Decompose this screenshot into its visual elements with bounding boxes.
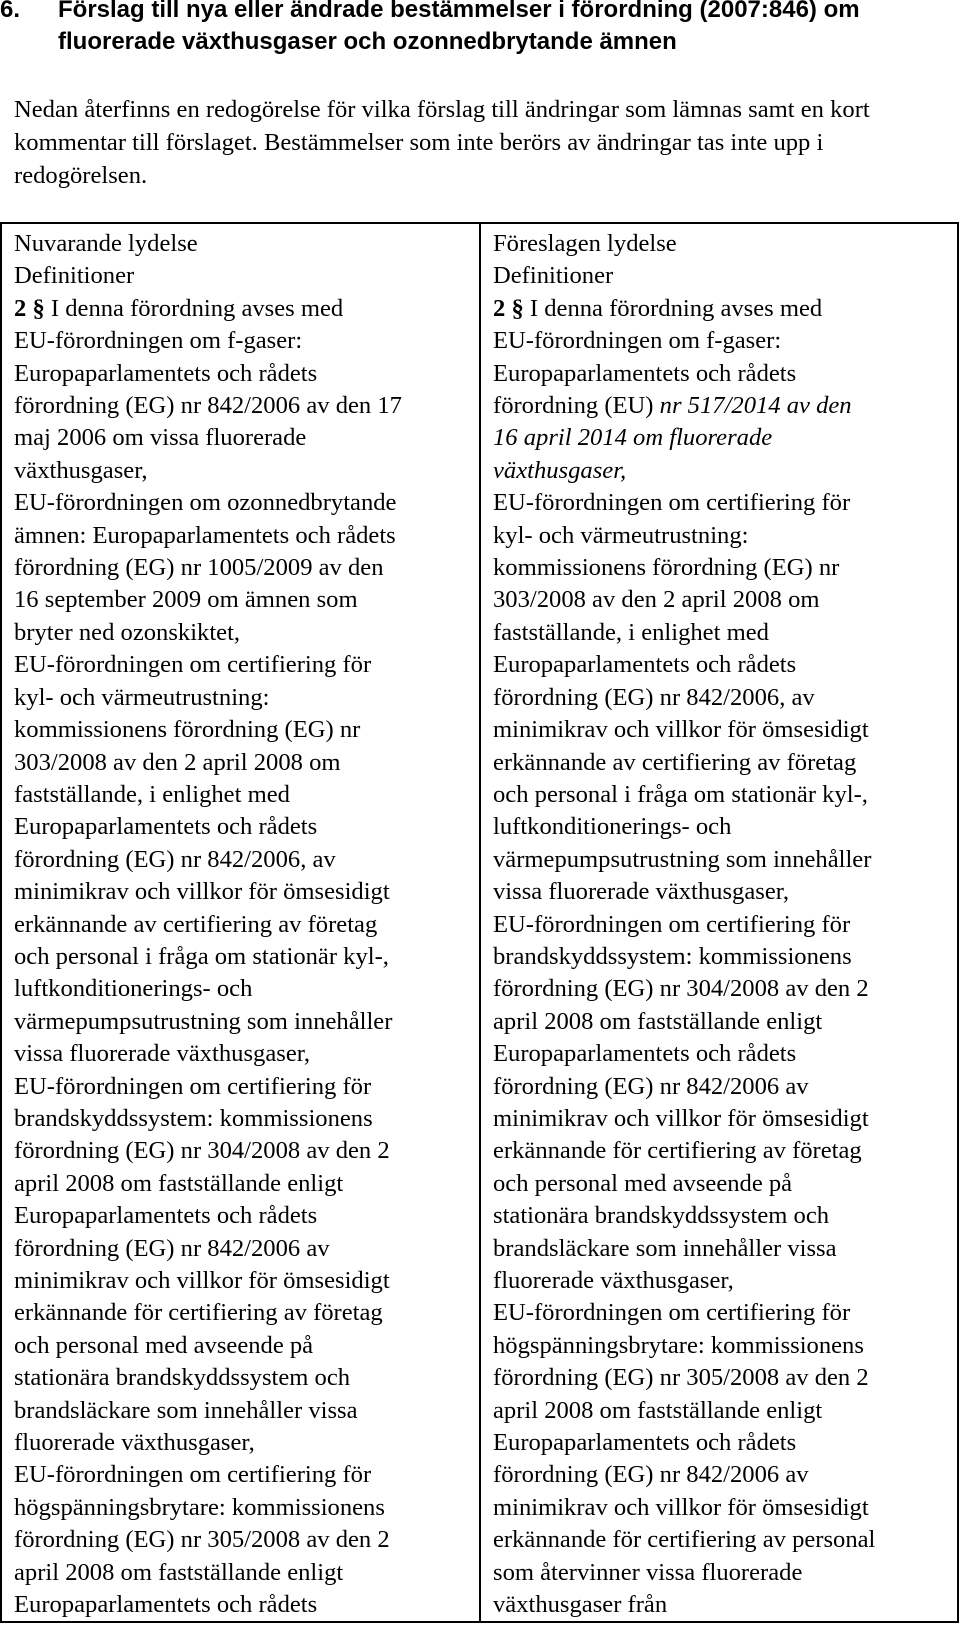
line-text: vissa fluorerade växthusgaser, <box>493 878 790 906</box>
text-line <box>14 909 469 941</box>
line-text: förordning (EG) nr 304/2008 av den 2 <box>14 1137 390 1165</box>
amended-text: nr 517/2014 av den <box>659 392 852 420</box>
line-text: 303/2008 av den 2 april 2008 om <box>493 586 820 614</box>
line-text: Europaparlamentets och rådets <box>14 1591 318 1619</box>
line-text: kommissionens förordning (EG) nr <box>14 716 361 744</box>
line-text: maj 2006 om vissa fluorerade <box>14 424 307 452</box>
line-text: fastställande, i enlighet med <box>493 618 769 646</box>
text-line <box>493 1459 947 1491</box>
line-text: växthusgaser, <box>493 456 627 484</box>
line-text: förordning (EG) nr 842/2006, av <box>493 683 815 711</box>
line-text: minimikrav och villkor för ömsesidigt <box>493 1104 869 1132</box>
intro-paragraph: Nedan återfinns en redogörelse för vilka förslag till ändringar som lämnas samt en kort kommentar till förslaget. Bestämmelser som inte berörs av ändringar tas inte upp i redogörelsen. <box>14 96 870 189</box>
text-line <box>14 1038 469 1070</box>
line-text: växthusgaser från <box>493 1591 668 1619</box>
line-text: förordning (EU) <box>493 392 660 420</box>
text-line <box>14 649 469 681</box>
text-line <box>14 1395 469 1427</box>
current-section-title: Definitioner <box>14 262 135 290</box>
text-line <box>493 1362 947 1394</box>
line-text: fastställande, i enlighet med <box>14 780 290 808</box>
proposed-paragraph <box>493 293 947 1622</box>
text-line <box>14 779 469 811</box>
text-line <box>493 1265 947 1297</box>
line-text: minimikrav och villkor för ömsesidigt <box>14 878 390 906</box>
text-line <box>493 1589 947 1621</box>
current-wording-header: Nuvarande lydelse <box>14 230 198 257</box>
text-line <box>493 844 947 876</box>
text-line <box>14 1589 469 1621</box>
text-line <box>14 973 469 1005</box>
section-title: Förslag till nya eller ändrade bestämmelser i förordning (2007:846) om fluorerade växthusgaser och ozonnedbrytande ämnen <box>58 0 860 55</box>
line-text: och personal med avseende på <box>493 1169 793 1197</box>
line-text: I denna förordning avses med <box>523 294 823 322</box>
text-line <box>14 1362 469 1394</box>
line-text: erkännande för certifiering av företag <box>14 1299 383 1327</box>
text-line <box>493 1200 947 1232</box>
text-line <box>14 617 469 649</box>
line-text: minimikrav och villkor för ömsesidigt <box>493 1493 869 1521</box>
text-line <box>14 811 469 843</box>
text-line <box>493 1006 947 1038</box>
line-text: och personal med avseende på <box>14 1331 314 1359</box>
line-text: 303/2008 av den 2 april 2008 om <box>14 748 341 776</box>
text-line <box>14 1265 469 1297</box>
line-text: värmepumpsutrustning som innehåller <box>493 845 872 873</box>
line-text: kyl- och värmeutrustning: <box>14 683 270 711</box>
line-text: högspänningsbrytare: kommissionens <box>14 1493 385 1521</box>
line-text: minimikrav och villkor för ömsesidigt <box>14 1267 390 1294</box>
text-line <box>493 455 947 487</box>
text-line <box>493 390 947 422</box>
text-line <box>14 1524 469 1556</box>
text-line <box>14 1330 469 1362</box>
line-text: Europaparlamentets och rådets <box>14 813 318 841</box>
text-line <box>493 325 947 357</box>
line-text: EU-förordningen om certifiering för <box>493 910 851 938</box>
line-text: brandsläckare som innehåller vissa <box>14 1396 358 1424</box>
line-text: kyl- och värmeutrustning: <box>493 521 749 549</box>
proposed-wording-cell <box>480 223 958 1622</box>
line-text: och personal i fråga om stationär kyl-, <box>493 780 868 808</box>
line-text: Europaparlamentets och rådets <box>493 359 797 387</box>
line-text: fluorerade växthusgaser, <box>493 1267 734 1294</box>
paragraph-number: 2 § <box>14 294 45 322</box>
line-text: I denna förordning avses med <box>44 294 344 322</box>
text-line <box>14 682 469 714</box>
line-text: Europaparlamentets och rådets <box>493 1429 797 1457</box>
text-line <box>493 909 947 941</box>
line-text: april 2008 om fastställande enligt <box>14 1558 344 1586</box>
line-text: Europaparlamentets och rådets <box>493 1040 797 1068</box>
proposed-wording-header: Föreslagen lydelse <box>493 230 677 257</box>
text-line <box>14 1200 469 1232</box>
line-text: april 2008 om fastställande enligt <box>14 1169 344 1197</box>
line-text: förordning (EG) nr 842/2006 av den 17 <box>14 392 402 420</box>
line-text: förordning (EG) nr 842/2006 av <box>14 1234 330 1262</box>
text-line <box>14 293 469 325</box>
line-text: värmepumpsutrustning som innehåller <box>14 1007 393 1035</box>
text-line <box>493 1524 947 1556</box>
line-text: EU-förordningen om ozonnedbrytande <box>14 489 397 517</box>
line-text: erkännande av certifiering av företag <box>14 910 378 938</box>
text-line <box>14 584 469 616</box>
line-text: Europaparlamentets och rådets <box>14 359 318 387</box>
text-line <box>493 1557 947 1589</box>
text-line <box>14 1135 469 1167</box>
text-line <box>493 747 947 779</box>
text-line <box>14 1006 469 1038</box>
current-wording-cell <box>1 223 480 1622</box>
text-line <box>14 455 469 487</box>
text-line <box>14 1071 469 1103</box>
line-text: EU-förordningen om certifiering för <box>14 1072 372 1100</box>
line-text: kommissionens förordning (EG) nr <box>493 554 840 582</box>
section-heading <box>0 0 955 58</box>
text-line <box>14 358 469 390</box>
text-line <box>14 520 469 552</box>
text-line <box>14 1297 469 1329</box>
text-line <box>493 779 947 811</box>
text-line <box>493 1168 947 1200</box>
text-line <box>493 941 947 973</box>
text-line <box>14 876 469 908</box>
text-line <box>493 682 947 714</box>
text-line <box>14 552 469 584</box>
line-text: luftkonditionerings- och <box>14 975 253 1003</box>
text-line <box>493 552 947 584</box>
line-text: Europaparlamentets och rådets <box>14 1202 318 1230</box>
text-line <box>493 1330 947 1362</box>
text-line <box>14 844 469 876</box>
text-line <box>493 649 947 681</box>
line-text: som återvinner vissa fluorerade <box>493 1558 803 1586</box>
text-line <box>493 1135 947 1167</box>
proposed-section-title: Definitioner <box>493 262 614 290</box>
paragraph-number: 2 § <box>493 294 524 322</box>
text-line <box>493 1038 947 1070</box>
text-line <box>14 941 469 973</box>
text-line <box>14 1168 469 1200</box>
text-line <box>493 1395 947 1427</box>
line-text: minimikrav och villkor för ömsesidigt <box>493 716 869 744</box>
line-text: EU-förordningen om certifiering för <box>14 651 372 679</box>
text-line <box>14 1557 469 1589</box>
text-line <box>493 293 947 325</box>
text-line <box>493 422 947 454</box>
text-line <box>14 390 469 422</box>
line-text: stationära brandskyddssystem och <box>14 1364 351 1392</box>
text-line <box>493 520 947 552</box>
line-text: förordning (EG) nr 305/2008 av den 2 <box>14 1526 390 1554</box>
text-line <box>493 1103 947 1135</box>
line-text: förordning (EG) nr 305/2008 av den 2 <box>493 1364 869 1392</box>
line-text: förordning (EG) nr 842/2006 av <box>493 1072 809 1100</box>
text-line <box>14 325 469 357</box>
line-text: EU-förordningen om certifiering för <box>14 1461 372 1489</box>
line-text: 16 september 2009 om ämnen som <box>14 586 358 614</box>
text-line <box>14 487 469 519</box>
text-line <box>14 1427 469 1459</box>
line-text: luftkonditionerings- och <box>493 813 732 841</box>
text-line <box>493 584 947 616</box>
line-text: förordning (EG) nr 842/2006 av <box>493 1461 809 1489</box>
line-text: april 2008 om fastställande enligt <box>493 1396 823 1424</box>
line-text: fluorerade växthusgaser, <box>14 1429 255 1457</box>
line-text: förordning (EG) nr 304/2008 av den 2 <box>493 975 869 1003</box>
text-line <box>14 1459 469 1491</box>
text-line <box>14 747 469 779</box>
line-text: erkännande för certifiering av företag <box>493 1137 862 1165</box>
line-text: EU-förordningen om certifiering för <box>493 1299 851 1327</box>
text-line <box>14 1492 469 1524</box>
text-line <box>493 1492 947 1524</box>
line-text: brandskyddssystem: kommissionens <box>493 942 852 970</box>
comparison-table <box>0 222 959 1623</box>
line-text: erkännande av certifiering av företag <box>493 748 857 776</box>
section-number: 6. <box>0 0 21 23</box>
text-line <box>493 714 947 746</box>
line-text: EU-förordningen om f-gaser: <box>14 327 303 355</box>
text-line <box>14 422 469 454</box>
text-line <box>493 487 947 519</box>
line-text: erkännande för certifiering av personal <box>493 1526 876 1554</box>
line-text: 16 april 2014 om fluorerade <box>493 424 773 452</box>
line-text: Europaparlamentets och rådets <box>493 651 797 679</box>
text-line <box>493 973 947 1005</box>
current-paragraph <box>14 293 469 1622</box>
line-text: ämnen: Europaparlamentets och rådets <box>14 521 396 549</box>
text-line <box>493 1427 947 1459</box>
text-line <box>493 1233 947 1265</box>
text-line <box>493 811 947 843</box>
line-text: april 2008 om fastställande enligt <box>493 1007 823 1035</box>
text-line <box>493 876 947 908</box>
line-text: växthusgaser, <box>14 456 148 484</box>
line-text: och personal i fråga om stationär kyl-, <box>14 942 389 970</box>
line-text: förordning (EG) nr 1005/2009 av den <box>14 554 384 582</box>
line-text: brandsläckare som innehåller vissa <box>493 1234 837 1262</box>
text-line <box>493 1071 947 1103</box>
text-line <box>14 1233 469 1265</box>
line-text: bryter ned ozonskiktet, <box>14 618 241 646</box>
comparison-row <box>1 223 958 1622</box>
line-text: stationära brandskyddssystem och <box>493 1202 830 1230</box>
text-line <box>493 358 947 390</box>
line-text: vissa fluorerade växthusgaser, <box>14 1040 311 1068</box>
text-line <box>14 1103 469 1135</box>
line-text: brandskyddssystem: kommissionens <box>14 1104 373 1132</box>
line-text: förordning (EG) nr 842/2006, av <box>14 845 336 873</box>
text-line <box>493 617 947 649</box>
line-text: högspänningsbrytare: kommissionens <box>493 1331 864 1359</box>
text-line <box>14 714 469 746</box>
line-text: EU-förordningen om f-gaser: <box>493 327 782 355</box>
line-text: EU-förordningen om certifiering för <box>493 489 851 517</box>
text-line <box>493 1297 947 1329</box>
